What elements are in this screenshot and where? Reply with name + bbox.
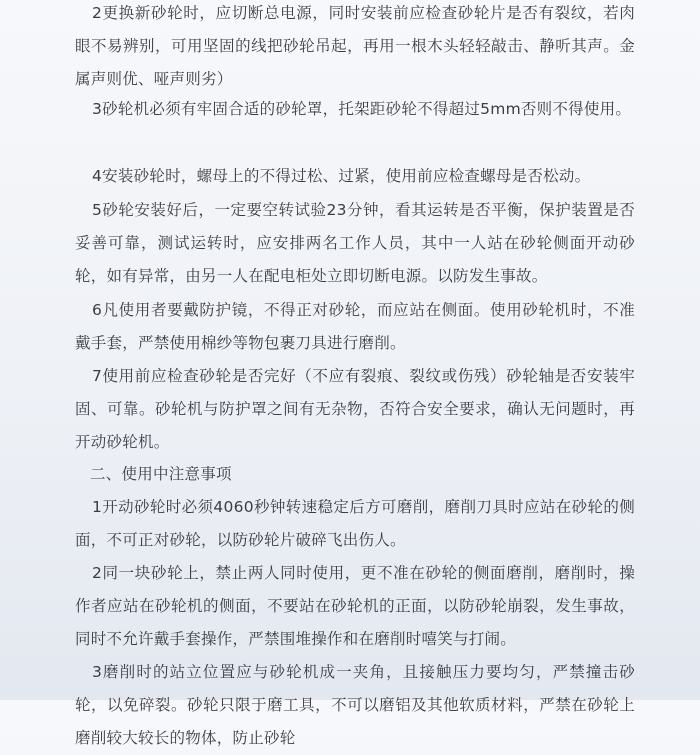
section-heading-in-use-precautions: 二、使用中注意事项 — [90, 465, 232, 483]
paragraph-wheel-guard: 3砂轮机必须有牢固合适的砂轮罩，托架距砂轮不得超过5mm否则不得使用。 — [92, 100, 632, 118]
paragraph-install-nut: 4安装砂轮时，螺母上的不得过松、过紧，使用前应检查螺母是否松动。 — [92, 167, 591, 185]
paragraph-no-shared-use: 2同一块砂轮上，禁止两人同时使用，更不准在砂轮的侧面磨削，磨削时，操作者应站在砂轮机的侧面，不要站在砂轮机的正面，以防砂轮崩裂，发生事故，同时不允许戴手套操作，严禁围堆操作和在磨削时嘻笑与打闹。 — [75, 564, 635, 648]
paragraph-replace-wheel: 2更换新砂轮时，应切断总电源，同时安装前应检查砂轮片是否有裂纹，若肉眼不易辨别，可用坚固的线把砂轮吊起，再用一根木头轻轻敲击、静听其声。金属声则优、哑声则劣） — [75, 4, 635, 88]
paragraph-trial-run: 5砂轮安装好后，一定要空转试验23分钟，看其运转是否平衡，保护装置是否妥善可靠，测试运转时，应安排两名工作人员，其中一人站在砂轮侧面开动砂轮，如有异常，由另一人在配电柜处立即切断电源。以防发生事故。 — [75, 201, 635, 285]
paragraph-startup-speed: 1开动砂轮时必须4060秒钟转速稳定后方可磨削，磨削刀具时应站在砂轮的侧面，不可正对砂轮，以防砂轮片破碎飞出伤人。 — [75, 498, 635, 549]
paragraph-pre-use-check: 7使用前应检查砂轮是否完好（不应有裂痕、裂纹或伤残）砂轮轴是否安装牢固、可靠。砂轮机与防护罩之间有无杂物，否符合安全要求，确认无问题时，再开动砂轮机。 — [75, 367, 635, 451]
paragraph-protective-goggles: 6凡使用者要戴防护镜，不得正对砂轮，而应站在侧面。使用砂轮机时，不准戴手套，严禁使用棉纱等物包裹刀具进行磨削。 — [75, 301, 635, 352]
paragraph-standing-angle: 3磨削时的站立位置应与砂轮机成一夹角，且接触压力要均匀，严禁撞击砂轮，以免碎裂。砂轮只限于磨工具，不可以磨铝及其他软质材料，严禁在砂轮上磨削较大较长的物体，防止砂轮 — [75, 663, 635, 747]
